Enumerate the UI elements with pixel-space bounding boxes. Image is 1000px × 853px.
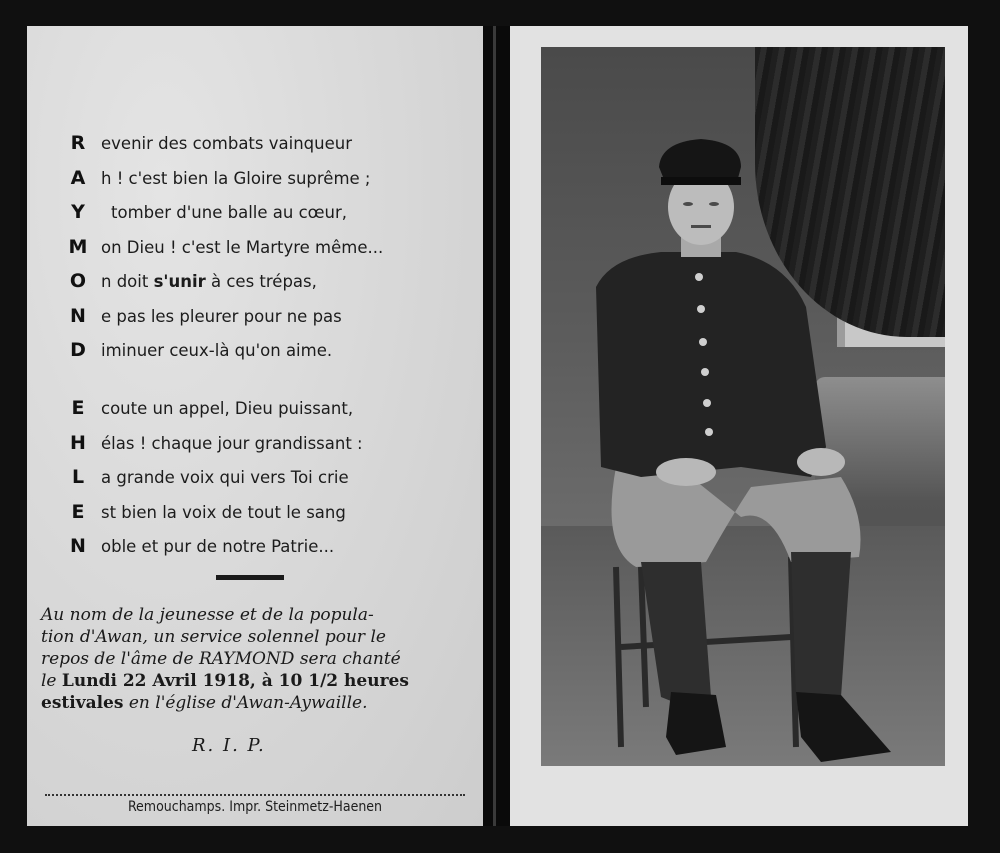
notice-line: Au nom de la jeunesse et de la popula- <box>41 605 374 625</box>
poem-line-text-post: à ces trépas, <box>205 272 317 291</box>
poem-line-text: e pas les pleurer pour ne pas <box>101 306 342 326</box>
acrostic-initial: E <box>71 397 85 419</box>
poem-line-text: evenir des combats vainqueur <box>101 134 352 153</box>
acrostic-initial: N <box>70 535 86 557</box>
poem-line-text: oble et pur de notre Patrie... <box>101 537 335 556</box>
acrostic-initial: N <box>70 304 86 327</box>
poem-line-text-bold: s'unir <box>153 272 206 291</box>
acrostic-initial: M <box>68 235 88 258</box>
seated-soldier-figure <box>541 47 945 766</box>
poem-line-text: tomber d'une balle au cœur, <box>111 203 348 222</box>
acrostic-initial: Y <box>71 201 85 223</box>
acrostic-initial: D <box>70 339 86 361</box>
poem-line-text: on Dieu ! c'est le Martyre même... <box>101 237 384 257</box>
notice-line: tion d'Awan, un service solennel pour le <box>41 627 386 647</box>
dotted-rule <box>45 794 465 796</box>
poem-line-text-pre: n doit <box>101 272 154 291</box>
notice-line-pre: le <box>41 671 62 691</box>
acrostic-initial: O <box>69 270 87 292</box>
poem-line-text <box>101 272 317 291</box>
poem-line-text: iminuer ceux-là qu'on aime. <box>101 341 333 360</box>
service-notice <box>41 604 461 714</box>
soldier-portrait-photo <box>541 47 945 766</box>
notice-line: repos de l'âme de RAYMOND sera chanté <box>41 649 401 669</box>
acrostic-initial: L <box>71 466 85 488</box>
poem-line-text: st bien la voix de tout le sang <box>101 502 346 522</box>
notice-line <box>41 670 461 692</box>
notice-line <box>41 692 461 714</box>
acrostic-initial: E <box>71 500 85 523</box>
printer-credit: Remouchamps. Impr. Steinmetz-Haenen <box>127 799 383 815</box>
poem-line-text: coute un appel, Dieu puissant, <box>101 399 354 418</box>
poem-line-text: a grande voix qui vers Toi crie <box>101 468 349 487</box>
notice-church: en l'église d'Awan-Aywaille. <box>123 693 368 713</box>
notice-date: Lundi 22 Avril 1918, à 10 1/2 heures <box>61 671 409 691</box>
acrostic-initial: H <box>70 431 86 454</box>
rip-text: R. I. P. <box>192 735 266 756</box>
memorial-card-photo <box>510 26 968 826</box>
acrostic-initial: R <box>70 132 86 154</box>
acrostic-initial: A <box>70 166 86 189</box>
poem-line-text: élas ! chaque jour grandissant : <box>101 433 363 453</box>
notice-estivales: estivales <box>41 693 124 713</box>
card-divider <box>483 26 510 826</box>
poem-line-text: h ! c'est bien la Gloire suprême ; <box>101 168 371 188</box>
divider-rule <box>216 575 284 580</box>
memorial-card-text <box>27 26 483 826</box>
